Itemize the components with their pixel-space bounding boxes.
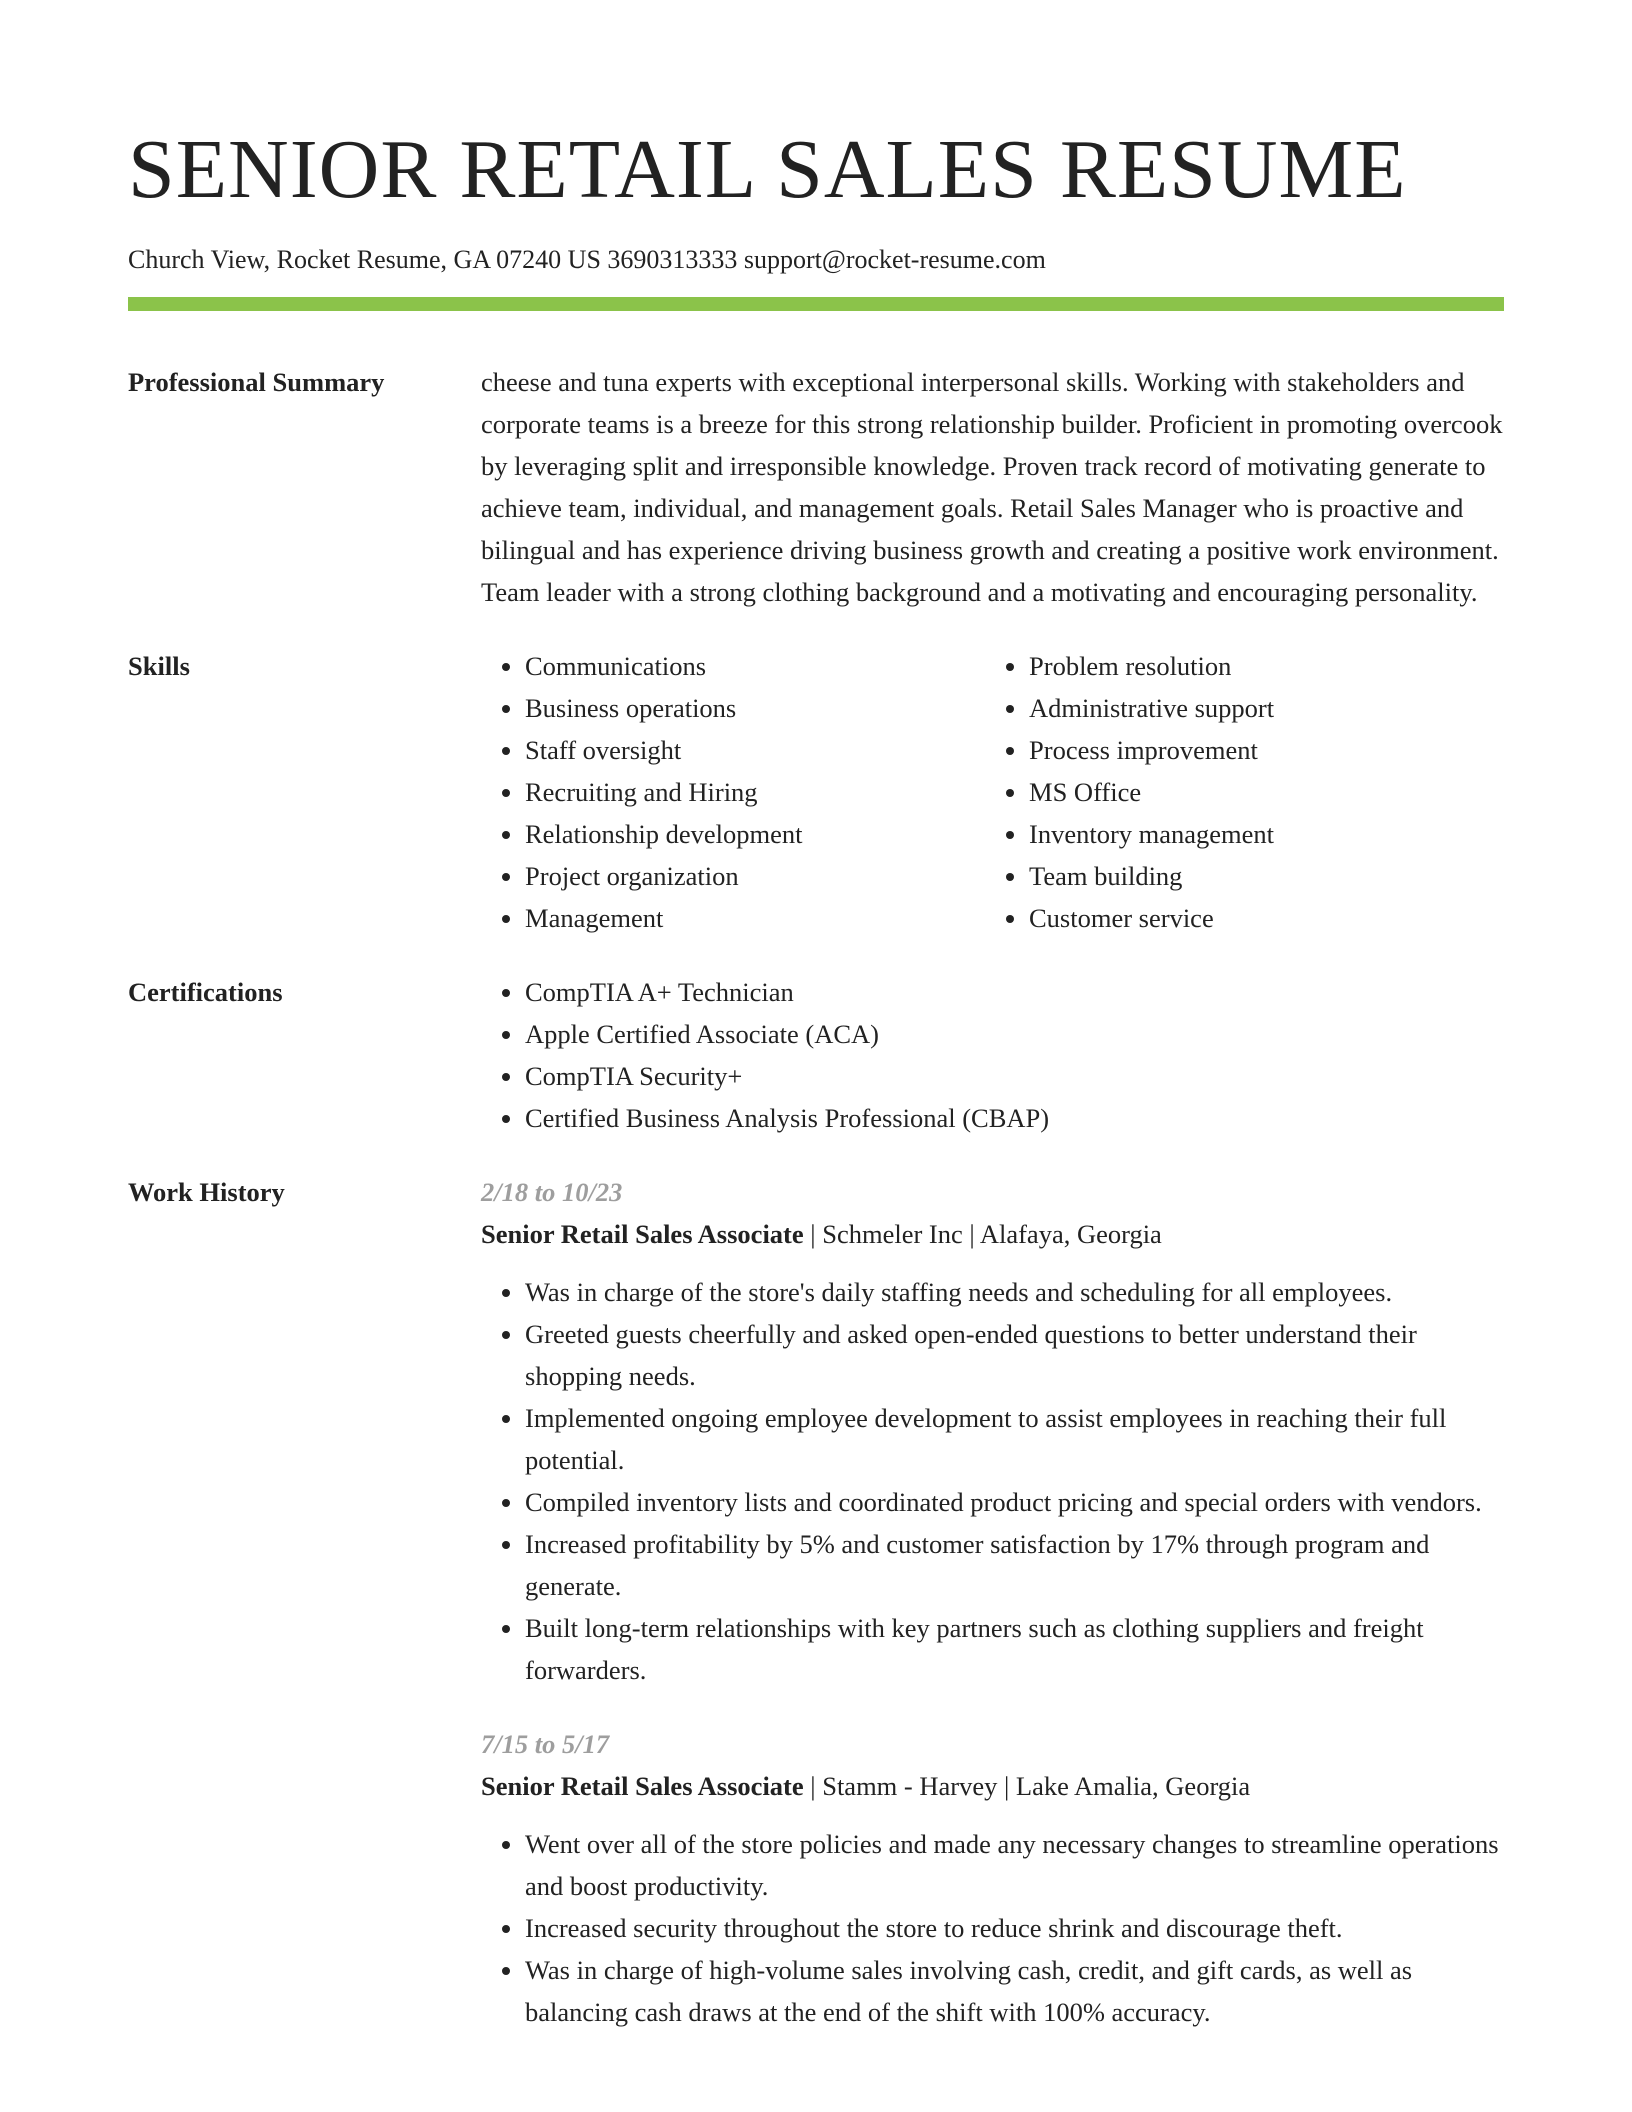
skill-item: • Relationship development	[525, 813, 985, 855]
section-label-certifications: Certifications	[128, 977, 283, 1007]
skill-item: • Communications	[525, 645, 985, 687]
job-bullets	[481, 1823, 1504, 2033]
skill-item: • Customer service	[1029, 897, 1504, 939]
job-title: Senior Retail Sales Associate	[481, 1219, 804, 1249]
section-label-work-history: Work History	[128, 1177, 285, 1207]
skill-item: • Problem resolution	[1029, 645, 1504, 687]
skill-item: • Recruiting and Hiring	[525, 771, 985, 813]
summary-text: cheese and tuna experts with exceptional interpersonal skills. Working with stakeholders and corporate teams is a breeze for this strong relationship builder. Proficient in promoting overcook by leveraging split and irresponsible knowledge. Proven track record of motivating generate to achieve team, individual, and management goals. Retail Sales Manager who is proactive and bilingual and has experience driving business growth and creating a positive work environment. Team leader with a strong clothing background and a motivating and encouraging personality.	[481, 367, 1503, 607]
skill-item: • Business operations	[525, 687, 985, 729]
job-bullet: • Increased security throughout the store to reduce shrink and discourage theft.	[525, 1907, 1504, 1949]
job-entry	[481, 1723, 1504, 2033]
job-dates: 2/18 to 10/23	[481, 1177, 623, 1207]
job-bullet: • Compiled inventory lists and coordinated product pricing and special orders with vendors.	[525, 1481, 1504, 1523]
skills-section	[128, 645, 1504, 939]
section-label-skills: Skills	[128, 651, 190, 681]
certification-item: • CompTIA A+ Technician	[525, 971, 1504, 1013]
job-bullet: • Was in charge of high-volume sales involving cash, credit, and gift cards, as well as balancing cash draws at the end of the shift with 100% accuracy.	[525, 1949, 1504, 2033]
certifications-list	[481, 971, 1504, 1139]
work-history-body	[481, 1171, 1504, 2033]
certification-item: • CompTIA Security+	[525, 1055, 1504, 1097]
skills-columns	[481, 645, 1504, 939]
contact-line: Church View, Rocket Resume, GA 07240 US 3690313333 support@rocket-resume.com	[128, 245, 1046, 274]
skills-list-right	[985, 645, 1504, 939]
certification-item: • Apple Certified Associate (ACA)	[525, 1013, 1504, 1055]
job-dates: 7/15 to 5/17	[481, 1729, 610, 1759]
skill-item: • Administrative support	[1029, 687, 1504, 729]
job-entry	[481, 1171, 1504, 1691]
certifications-body	[481, 971, 1504, 1139]
job-details: | Schmeler Inc | Alafaya, Georgia	[803, 1219, 1162, 1249]
accent-divider	[128, 297, 1504, 311]
job-bullet: • Built long-term relationships with key partners such as clothing suppliers and freight forwarders.	[525, 1607, 1504, 1691]
job-bullet: • Went over all of the store policies and made any necessary changes to streamline operations and boost productivity.	[525, 1823, 1504, 1907]
job-bullet: • Increased profitability by 5% and customer satisfaction by 17% through program and generate.	[525, 1523, 1504, 1607]
section-label-summary: Professional Summary	[128, 367, 385, 397]
resume-title: SENIOR RETAIL SALES RESUME	[128, 123, 1407, 216]
job-bullet: • Greeted guests cheerfully and asked open-ended questions to better understand their shopping needs.	[525, 1313, 1504, 1397]
skill-item: • Management	[525, 897, 985, 939]
job-title: Senior Retail Sales Associate	[481, 1771, 804, 1801]
skills-list-left	[481, 645, 985, 939]
job-bullet: • Was in charge of the store's daily staffing needs and scheduling for all employees.	[525, 1271, 1504, 1313]
certification-item: • Certified Business Analysis Professional (CBAP)	[525, 1097, 1504, 1139]
job-heading	[481, 1765, 1504, 1807]
certifications-section	[128, 971, 1504, 1139]
skill-item: • Project organization	[525, 855, 985, 897]
job-bullet: • Implemented ongoing employee development to assist employees in reaching their full potential.	[525, 1397, 1504, 1481]
summary-section	[128, 361, 1504, 613]
skill-item: • Staff oversight	[525, 729, 985, 771]
skill-item: • Team building	[1029, 855, 1504, 897]
skill-item: • MS Office	[1029, 771, 1504, 813]
job-details: | Stamm - Harvey | Lake Amalia, Georgia	[803, 1771, 1251, 1801]
work-history-section	[128, 1171, 1504, 2033]
job-bullets	[481, 1271, 1504, 1691]
skill-item: • Inventory management	[1029, 813, 1504, 855]
skill-item: • Process improvement	[1029, 729, 1504, 771]
job-heading	[481, 1213, 1504, 1255]
